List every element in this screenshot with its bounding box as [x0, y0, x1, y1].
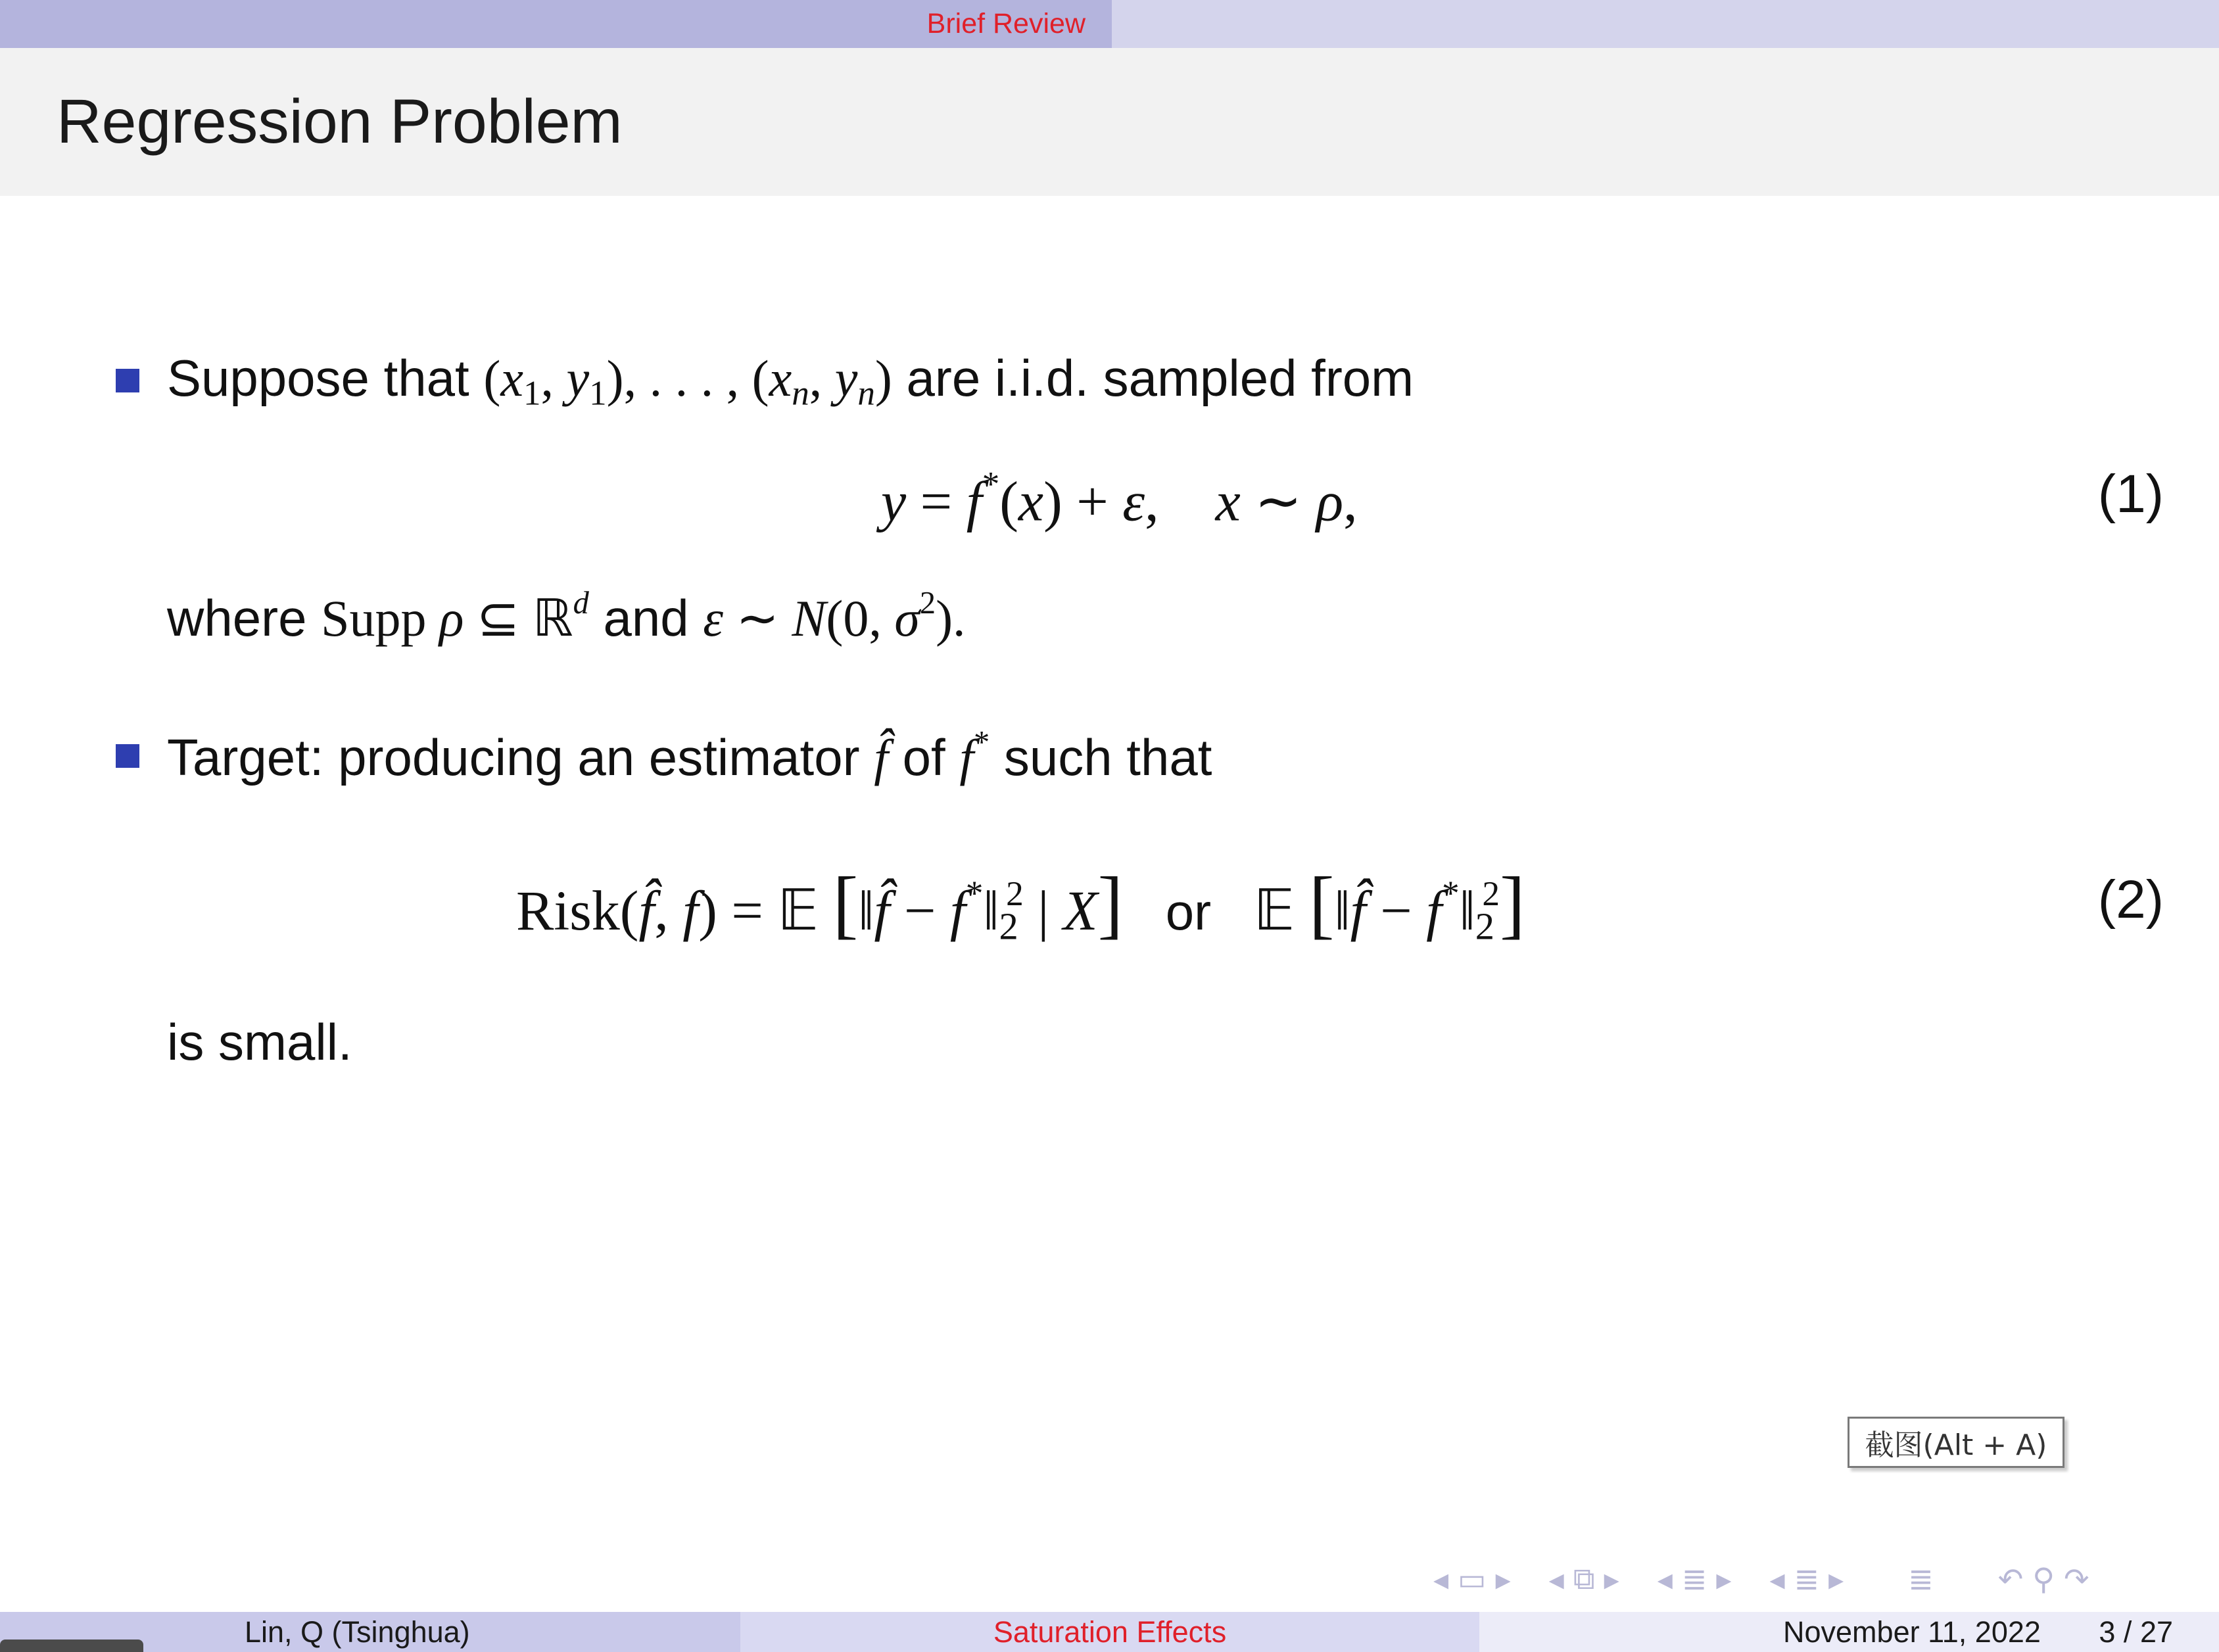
bullet-2-lead: Target: producing an estimator [167, 728, 874, 786]
beamer-navigation-symbols [1433, 1559, 2203, 1599]
section-label: Brief Review [926, 8, 1086, 39]
right-arrow-icon[interactable]: ▸ [1604, 1561, 1619, 1597]
target-function-math: f* [959, 725, 990, 786]
redo-icon[interactable]: ↷ [2063, 1561, 2089, 1597]
left-arrow-icon[interactable]: ◂ [1769, 1561, 1785, 1597]
estimator-math: f̂ [874, 728, 888, 786]
footer-date: November 11, 2022 [1783, 1615, 2041, 1649]
conclusion-text: is small. [167, 1013, 352, 1071]
bullet-1-text [167, 348, 1414, 413]
subsection-frames-icon[interactable]: ⧉ [1573, 1561, 1595, 1596]
equation-1-number: (1) [2097, 464, 2164, 524]
left-arrow-icon[interactable]: ◂ [1433, 1561, 1449, 1597]
footer-page-number: 3 / 27 [2099, 1615, 2173, 1649]
equation-2-number: (2) [2097, 870, 2164, 930]
section-icon[interactable]: ≣ [1794, 1561, 1820, 1597]
bullet-1-tail: are i.i.d. sampled from [892, 349, 1414, 407]
frame-icon[interactable]: ▭ [1458, 1561, 1487, 1597]
support-math: Supp ρ ⊆ ℝ$^d$ [321, 586, 589, 647]
equation-1: y = f*(x) + ε, x ∼ ρ, [881, 464, 1358, 533]
bullet-2-tail: such that [990, 728, 1212, 786]
footer-title: Saturation Effects [993, 1615, 1227, 1649]
tooltip-label: 截图(Alt + A) [1865, 1428, 2047, 1462]
bullet-square-icon [116, 369, 139, 392]
left-arrow-icon[interactable]: ◂ [1657, 1561, 1673, 1597]
right-arrow-icon[interactable]: ▸ [1828, 1561, 1844, 1597]
bullet-2-text [167, 724, 1212, 788]
frame-title-bar [0, 48, 2219, 196]
sample-set-math: ($x_1$, $y_1$), . . . , ($x_n$, $y_n$) [483, 350, 892, 413]
document-icon[interactable]: ≣ [1908, 1561, 1934, 1597]
footer-bar [0, 1612, 2219, 1652]
right-arrow-icon[interactable]: ▸ [1716, 1561, 1732, 1597]
where-prefix: where [167, 588, 322, 647]
undo-icon[interactable]: ↶ [1997, 1561, 2024, 1597]
screenshot-tooltip[interactable] [1848, 1417, 2064, 1468]
left-arrow-icon[interactable]: ◂ [1548, 1561, 1564, 1597]
right-arrow-icon[interactable]: ▸ [1495, 1561, 1511, 1597]
section-tab-active[interactable] [0, 0, 1112, 48]
bullet-square-icon [116, 744, 139, 768]
of-word: of [888, 728, 960, 786]
bullet-item-2 [116, 724, 1212, 788]
section-navigation-bar [0, 0, 2219, 48]
slide-title: Regression Problem [57, 87, 623, 156]
and-word: and [588, 588, 704, 647]
noise-math: ε ∼ N(0, $\sigma^2$). [703, 586, 966, 647]
scrollbar-thumb[interactable] [0, 1640, 143, 1652]
search-icon[interactable]: ⚲ [2032, 1561, 2055, 1597]
footer-title-cell [740, 1612, 1479, 1652]
footer-date-cell [1479, 1612, 2219, 1652]
subsection-icon[interactable]: ≣ [1681, 1561, 1707, 1597]
footer-author: Lin, Q (Tsinghua) [245, 1615, 470, 1649]
bullet-item-1 [116, 348, 1414, 413]
equation-2: Risk(f̂, f) = 𝔼 [‖f̂ − $f^*‖_2^2$ | X] or 𝔼 [‖f̂ − $f^*‖_2^2$] [516, 862, 1525, 948]
or-word: or [1165, 883, 1212, 941]
bullet-1-lead: Suppose that [167, 349, 484, 407]
where-line [167, 585, 966, 648]
